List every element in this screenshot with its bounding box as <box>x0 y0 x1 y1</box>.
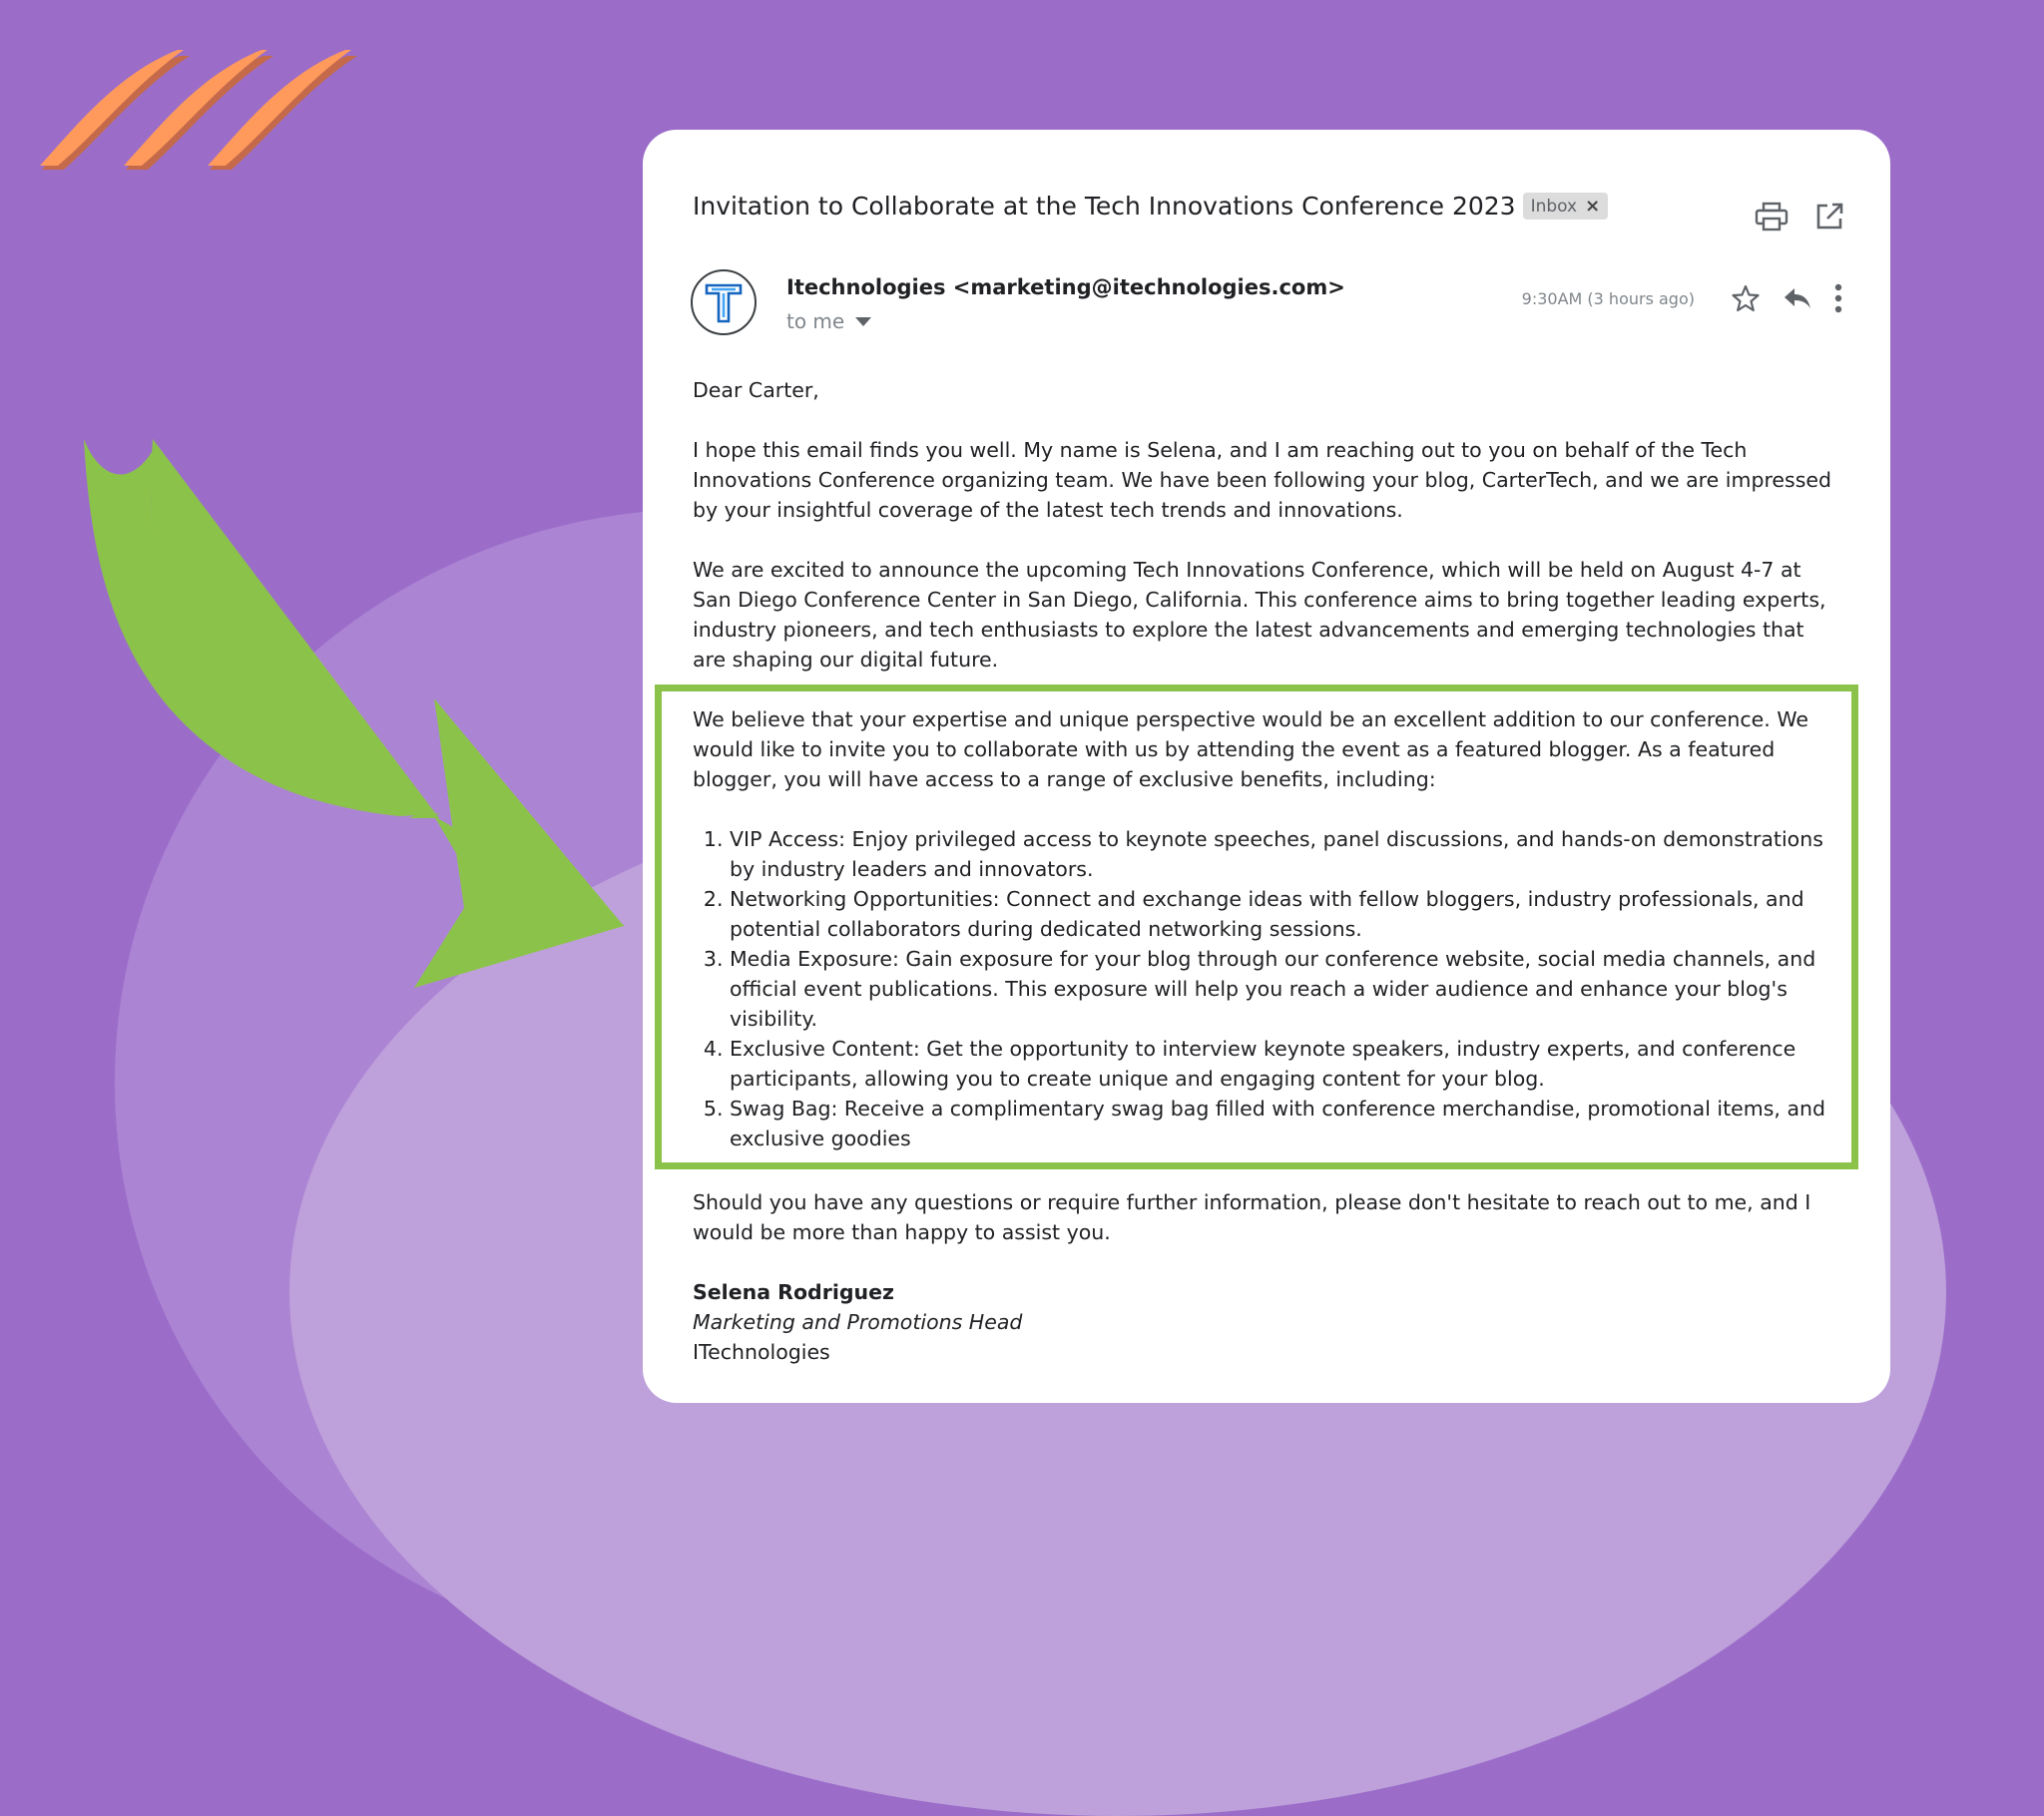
inbox-label-text: Inbox <box>1530 196 1578 217</box>
brand-stripes-logo <box>40 48 359 178</box>
more-vertical-icon[interactable] <box>1834 283 1842 317</box>
benefits-list <box>693 824 1840 1153</box>
paragraph-text: We are excited to announce the upcoming Tech Innovations Conference, which will be held on August 4-7 at San Diego Conference Center in San Diego, California. This conference aims to bring together leading experts, industry pioneers, and tech enthusiasts to explore the latest advancements and emerging technologies that are shaping our digital future. <box>693 558 1826 672</box>
email-paragraph-1 <box>693 435 1840 525</box>
paragraph-text: We believe that your expertise and unique perspective would be an excellent addition to our conference. We would like to invite you to collaborate with us by attending the event as a featured blogger. As a featured blogger, you will have access to a range of exclusive benefits, including: <box>693 707 1809 791</box>
recipient-toggle[interactable] <box>786 309 872 333</box>
email-timestamp: 9:30AM (3 hours ago) <box>1521 289 1695 308</box>
star-icon[interactable] <box>1731 283 1761 317</box>
list-item: 4. Exclusive Content: Get the opportunity to interview keynote speakers, industry experts, and conference participants, allowing you to create unique and engaging content for your blog. <box>730 1034 1840 1094</box>
email-greeting <box>693 375 1840 405</box>
printer-icon[interactable] <box>1755 202 1788 235</box>
signature-title: Marketing and Promotions Head <box>693 1310 1023 1334</box>
signature-company: ITechnologies <box>693 1340 830 1364</box>
list-item: 1. VIP Access: Enjoy privileged access to keynote speeches, panel discussions, and hands-on demonstrations by industry leaders and innovators. <box>730 824 1840 884</box>
list-item: 3. Media Exposure: Gain exposure for your blog through our conference website, social media channels, and official event publications. This exposure will help you reach a wider audience and enhance your blog's visibility. <box>730 944 1840 1034</box>
email-card <box>643 130 1890 1403</box>
top-actions <box>1755 202 1844 235</box>
greeting-text: Dear Carter, <box>693 378 819 402</box>
message-actions <box>1731 283 1842 317</box>
sender-name[interactable]: Itechnologies <marketing@itechnologies.com> <box>786 275 1345 299</box>
reply-icon[interactable] <box>1783 285 1812 315</box>
signature-name: Selena Rodriguez <box>693 1280 894 1304</box>
subject-row <box>693 192 1608 221</box>
itechnologies-logo-icon <box>704 281 744 323</box>
email-closing <box>693 1187 1840 1247</box>
closing-text: Should you have any questions or require further information, please don't hesitate to reach out to me, and I would be more than happy to assist you. <box>693 1190 1811 1244</box>
benefits-list-container <box>693 824 1840 1153</box>
caret-down-icon[interactable] <box>854 315 872 327</box>
open-in-new-window-icon[interactable] <box>1814 202 1844 235</box>
remove-label-icon[interactable]: × <box>1585 196 1601 217</box>
paragraph-text: I hope this email finds you well. My name is Selena, and I am reaching out to you on behalf of the Tech Innovations Conference organizing team. We have been following your blog, CarterTech, and we are impressed by your insightful coverage of the latest tech trends and innovations. <box>693 438 1832 522</box>
email-paragraph-2 <box>693 555 1840 675</box>
avatar[interactable] <box>691 269 757 335</box>
email-subject: Invitation to Collaborate at the Tech Innovations Conference 2023 <box>693 192 1516 221</box>
list-item: 5. Swag Bag: Receive a complimentary swag bag filled with conference merchandise, promotional items, and exclusive goodies <box>730 1094 1840 1153</box>
pointer-arrow <box>70 439 629 998</box>
recipient-text: to me <box>786 309 845 333</box>
email-paragraph-3 <box>693 704 1840 794</box>
list-item: 2. Networking Opportunities: Connect and exchange ideas with fellow bloggers, industry professionals, and potential collaborators during dedicated networking sessions. <box>730 884 1840 944</box>
inbox-label-chip[interactable] <box>1523 193 1609 220</box>
email-signature <box>693 1277 1840 1367</box>
